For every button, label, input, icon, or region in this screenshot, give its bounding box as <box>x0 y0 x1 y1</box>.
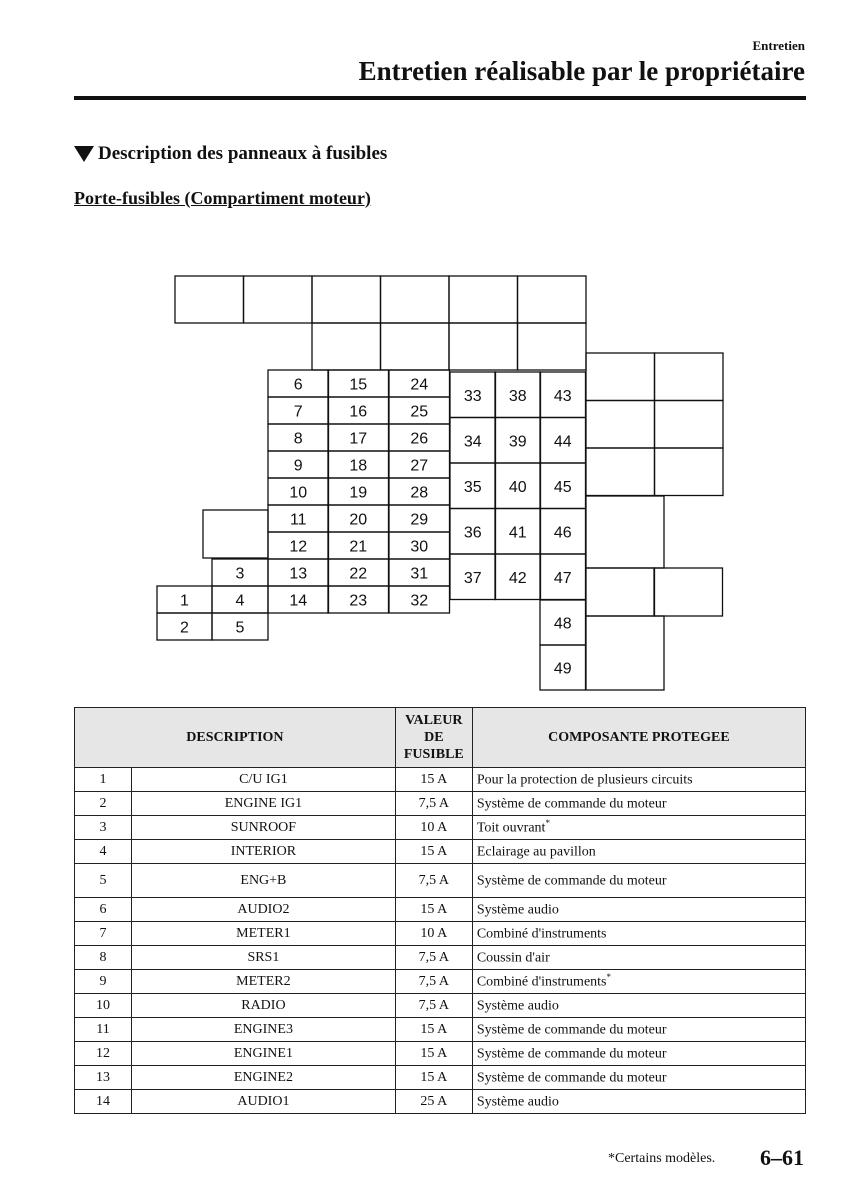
fuse-description: AUDIO2 <box>132 898 396 922</box>
fuse-description: METER2 <box>132 970 396 994</box>
fuse-component-text: Système de commande du moteur <box>476 873 667 889</box>
fuse-description: RADIO <box>132 994 396 1018</box>
fuse-value: 7,5 A <box>395 946 472 970</box>
fuse-value: 15 A <box>395 1042 472 1066</box>
relay-slot <box>244 276 313 323</box>
subsection-heading: Porte-fusibles (Compartiment moteur) <box>74 188 371 208</box>
fuse-label: 37 <box>463 569 482 587</box>
relay-slot <box>586 448 655 496</box>
fuse-label: 9 <box>293 457 303 475</box>
fuse-value: 15 A <box>395 1066 472 1090</box>
relay-slot <box>518 323 587 370</box>
fuse-label: 34 <box>463 433 482 451</box>
fuse-label: 29 <box>410 511 429 529</box>
header-value-line1: VALEUR <box>405 713 463 728</box>
relay-slot <box>586 496 664 568</box>
fuse-number: 1 <box>75 768 132 792</box>
fuse-label: 2 <box>180 619 189 637</box>
fuse-label: 8 <box>293 430 303 448</box>
fuse-label: 32 <box>410 592 429 610</box>
fuse-label: 6 <box>293 376 303 394</box>
fuse-value: 10 A <box>395 922 472 946</box>
fuse-component <box>472 864 805 898</box>
relay-slot <box>312 323 381 370</box>
fuse-label: 11 <box>289 511 307 529</box>
fuse-component-text: Eclairage au pavillon <box>476 844 596 860</box>
fuse-component <box>472 970 805 994</box>
fuse-component <box>472 1042 805 1066</box>
relay-slot <box>381 276 450 323</box>
fuse-number: 4 <box>75 840 132 864</box>
fuse-component-text: Système de commande du moteur <box>476 796 667 812</box>
fuse-value: 7,5 A <box>395 864 472 898</box>
fuse-label: 18 <box>349 457 368 475</box>
fuse-label: 26 <box>410 430 429 448</box>
relay-slot <box>655 401 724 449</box>
fuse-number: 3 <box>75 816 132 840</box>
header-description: DESCRIPTION <box>75 708 396 768</box>
table-row <box>75 1018 806 1042</box>
table-row <box>75 840 806 864</box>
fuse-number: 12 <box>75 1042 132 1066</box>
table-row <box>75 922 806 946</box>
fuse-component <box>472 1018 805 1042</box>
fuse-table-header <box>75 708 806 768</box>
table-row <box>75 946 806 970</box>
fuse-number: 5 <box>75 864 132 898</box>
fuse-label: 39 <box>508 433 527 451</box>
fuse-label: 19 <box>349 484 368 502</box>
fuse-label: 24 <box>410 376 429 394</box>
fuse-component <box>472 994 805 1018</box>
relay-slot <box>586 616 664 690</box>
fuse-label: 20 <box>349 511 368 529</box>
relay-slot <box>655 353 724 401</box>
fuse-value: 15 A <box>395 898 472 922</box>
relay-slot <box>518 276 587 323</box>
header-value <box>395 708 472 768</box>
fuse-description: C/U IG1 <box>132 768 396 792</box>
fuse-component <box>472 816 805 840</box>
relay-slot <box>586 401 655 449</box>
fuse-label: 49 <box>553 660 572 678</box>
fuse-label: 48 <box>553 615 572 633</box>
header-component: COMPOSANTE PROTEGEE <box>472 708 805 768</box>
fuse-value: 15 A <box>395 840 472 864</box>
fuse-component-text: Système audio <box>476 998 559 1014</box>
fuse-component <box>472 768 805 792</box>
fuse-value: 7,5 A <box>395 792 472 816</box>
fuse-label: 27 <box>410 457 429 475</box>
fuse-label: 15 <box>349 376 368 394</box>
section-heading-text: Description des panneaux à fusibles <box>98 143 388 164</box>
fuse-component-text: Coussin d'air <box>476 950 550 966</box>
fuse-description: SUNROOF <box>132 816 396 840</box>
fuse-label: 46 <box>553 524 572 542</box>
fuse-label: 41 <box>508 524 527 542</box>
fuse-label: 1 <box>180 592 189 610</box>
fuse-number: 2 <box>75 792 132 816</box>
fuse-description: ENG+B <box>132 864 396 898</box>
fuse-label: 13 <box>289 565 308 583</box>
fuse-component <box>472 1090 805 1114</box>
fuse-description: ENGINE3 <box>132 1018 396 1042</box>
fuse-label: 30 <box>410 538 429 556</box>
fuse-number: 8 <box>75 946 132 970</box>
fuse-component-text: Combiné d'instruments <box>476 974 607 990</box>
fuse-label: 38 <box>508 387 527 405</box>
relay-slot <box>381 323 450 370</box>
fuse-component <box>472 946 805 970</box>
fuse-component-text: Système audio <box>476 902 559 918</box>
fuse-component <box>472 922 805 946</box>
fuse-component-text: Système audio <box>476 1094 559 1110</box>
fuse-component-note: * <box>545 818 550 829</box>
fuse-number: 7 <box>75 922 132 946</box>
fuse-label: 45 <box>553 478 572 496</box>
fuse-number: 10 <box>75 994 132 1018</box>
relay-slot <box>586 568 655 616</box>
fuse-description: METER1 <box>132 922 396 946</box>
table-row <box>75 1066 806 1090</box>
fuse-value: 7,5 A <box>395 970 472 994</box>
fuse-component-text: Pour la protection de plusieurs circuits <box>476 772 693 788</box>
header-value-line3: FUSIBLE <box>403 747 464 762</box>
fuse-label: 14 <box>289 592 308 610</box>
fuse-component-note: * <box>606 972 611 983</box>
fuse-label: 12 <box>289 538 308 556</box>
fuse-label: 42 <box>508 569 527 587</box>
fuse-label: 33 <box>463 387 482 405</box>
relay-slot <box>203 510 268 558</box>
fuse-value: 25 A <box>395 1090 472 1114</box>
fuse-value: 7,5 A <box>395 994 472 1018</box>
relay-slot <box>586 353 655 401</box>
page-number: 6–61 <box>760 1145 804 1170</box>
relay-slot <box>654 568 723 616</box>
running-header-section: Entretien <box>752 38 805 53</box>
fuse-label: 4 <box>235 592 245 610</box>
table-row <box>75 816 806 840</box>
fuse-component <box>472 898 805 922</box>
fuse-description: ENGINE IG1 <box>132 792 396 816</box>
fuse-description: INTERIOR <box>132 840 396 864</box>
table-row <box>75 1090 806 1114</box>
table-row <box>75 898 806 922</box>
fuse-label: 44 <box>553 433 572 451</box>
table-row <box>75 970 806 994</box>
relay-slot <box>312 276 381 323</box>
fuse-value: 15 A <box>395 1018 472 1042</box>
fuse-number: 9 <box>75 970 132 994</box>
relay-slot <box>175 276 244 323</box>
fuse-label: 47 <box>553 569 572 587</box>
fuse-label: 3 <box>235 565 245 583</box>
fuse-number: 11 <box>75 1018 132 1042</box>
table-row <box>75 768 806 792</box>
fuse-label: 31 <box>410 565 429 583</box>
page-title: Entretien réalisable par le propriétaire <box>358 56 805 86</box>
fuse-label: 7 <box>293 403 303 421</box>
fuse-label: 35 <box>463 478 482 496</box>
fuse-component <box>472 840 805 864</box>
fuse-panel-labels <box>180 377 572 678</box>
fuse-number: 14 <box>75 1090 132 1114</box>
fuse-label: 16 <box>349 403 368 421</box>
fuse-component-text: Combiné d'instruments <box>476 926 607 942</box>
fuse-label: 28 <box>410 484 429 502</box>
table-row <box>75 864 806 898</box>
fuse-table <box>74 707 806 1114</box>
fuse-label: 17 <box>349 430 368 448</box>
fuse-component-text: Système de commande du moteur <box>476 1046 667 1062</box>
fuse-description: ENGINE1 <box>132 1042 396 1066</box>
fuse-value: 10 A <box>395 816 472 840</box>
fuse-description: AUDIO1 <box>132 1090 396 1114</box>
fuse-label: 21 <box>349 538 368 556</box>
relay-slot <box>449 276 518 323</box>
footnote: *Certains modèles. <box>608 1151 716 1166</box>
fuse-component-text: Système de commande du moteur <box>476 1022 667 1038</box>
table-row <box>75 792 806 816</box>
fuse-label: 40 <box>508 478 527 496</box>
fuse-component <box>472 792 805 816</box>
fuse-value: 15 A <box>395 768 472 792</box>
fuse-number: 13 <box>75 1066 132 1090</box>
fuse-component-text: Toit ouvrant <box>476 820 546 836</box>
fuse-label: 43 <box>553 387 572 405</box>
fuse-component-text: Système de commande du moteur <box>476 1070 667 1086</box>
relay-slot <box>449 323 518 370</box>
table-row <box>75 1042 806 1066</box>
fuse-label: 23 <box>349 592 368 610</box>
fuse-label: 25 <box>410 403 429 421</box>
fuse-description: SRS1 <box>132 946 396 970</box>
fuse-label: 5 <box>235 619 245 637</box>
fuse-component <box>472 1066 805 1090</box>
relay-slot <box>655 448 724 496</box>
fuse-label: 10 <box>289 484 308 502</box>
fuse-label: 22 <box>349 565 368 583</box>
fuse-description: ENGINE2 <box>132 1066 396 1090</box>
table-row <box>75 994 806 1018</box>
fuse-label: 36 <box>463 524 482 542</box>
fuse-number: 6 <box>75 898 132 922</box>
header-value-line2: DE <box>424 730 444 745</box>
